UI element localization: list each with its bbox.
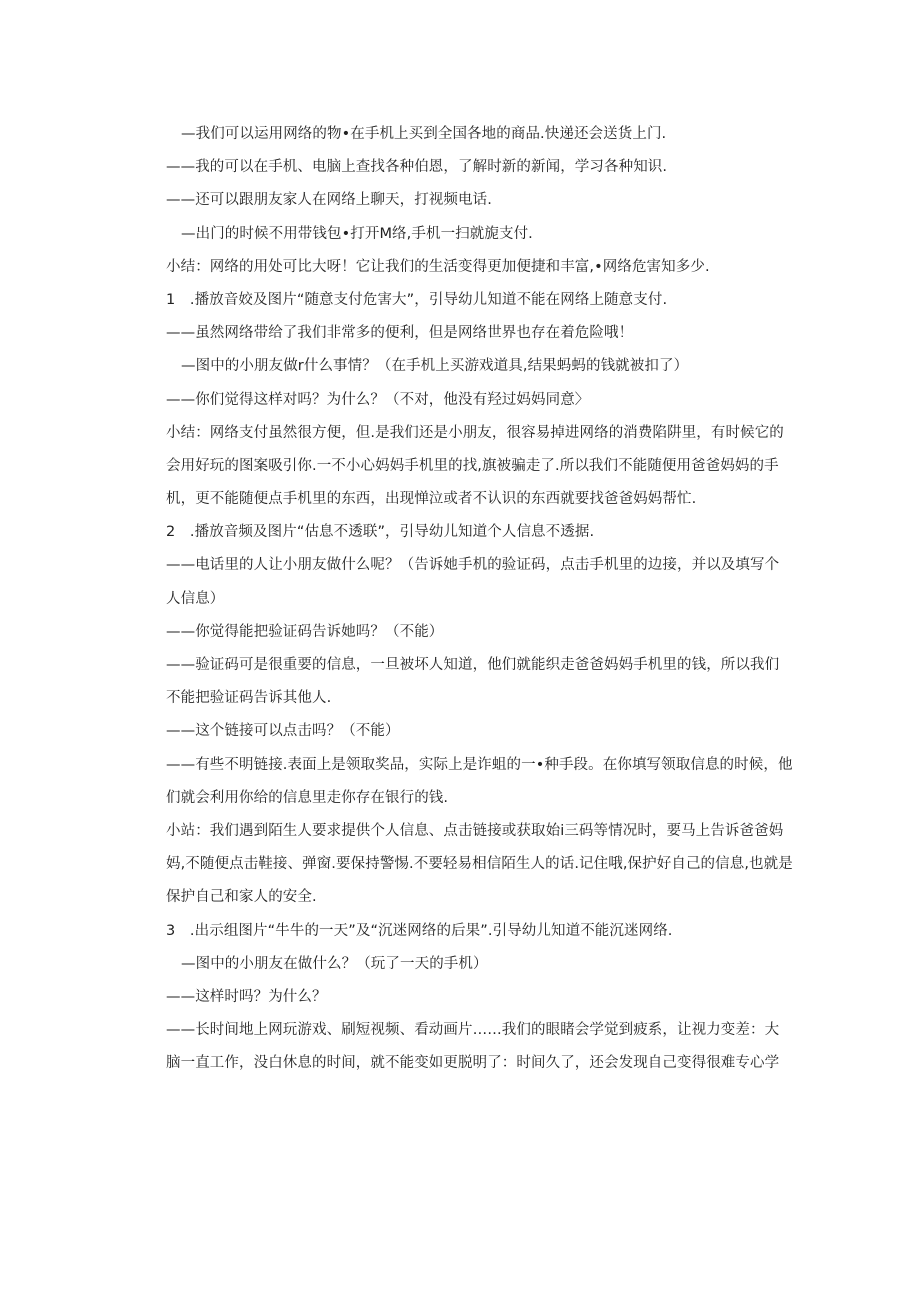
text-line: ——有些不明链接.表面上是领取奖品，实际上是诈蛆的一•种手段。在你填写领取信息的时候，他	[166, 756, 793, 773]
summary-line: 小结：网络的用处可比大呀！它让我们的生活变得更加便捷和丰富,•网络危害知多少.	[166, 258, 710, 275]
text-line: 人信息）	[166, 590, 225, 607]
text-line: ——这个链接可以点击吗？（不能）	[166, 723, 400, 740]
text-line: ——虽然网络带给了我们非常多的便利，但是网络世界也存在着危险哦！	[166, 325, 634, 342]
text-line: ——我的可以在手机、电脑上查找各种伯恩，了解时新的新闻，学习各种知识.	[166, 159, 668, 176]
text-line: 会用好玩的图案吸引你.一不小心妈妈手机里的找,旗被骗走了.所以我们不能随便用爸爸妈妈的手	[166, 457, 779, 474]
summary-line: 小站：我们遇到陌生人要求提供个人信息、点击链接或获取始i三码等情况时，要马上告诉爸爸妈	[166, 822, 784, 839]
text-line: ——你们觉得这样对吗？为什么？（不对，他没有羟过妈妈同意〉	[166, 391, 590, 408]
text-line: 妈,不随便点击鞋接、弹窗.要保持警惕.不要轻易相信陌生人的话.记住哦,保护好自己的信息,也就是	[166, 856, 793, 873]
text-line: ——还可以跟朋友家人在网络上聊天，打视频电话.	[166, 192, 492, 209]
text-line: 脑一直工作，没白休息的时间，就不能变如更脱明了：时间久了，还会发现自己变得很难专心学	[166, 1055, 780, 1072]
text-line: 不能把验证码告诉其他人.	[166, 690, 332, 707]
text-line: 保护自己和家人的安全.	[166, 889, 317, 906]
section-heading: 1 .播放音姣及图片“随意支付危害大”，引导幼儿知道不能在网络上随意支付.	[166, 291, 668, 308]
section-heading: 3 .出示组图片“牛牛的一天”及“沉迷网络的后果”.引导幼儿知道不能沉迷网络.	[166, 922, 673, 939]
text-line: —我们可以运用网络的物•在手机上买到全国各地的商品.快递还会送货上门.	[181, 126, 667, 142]
text-line: 们就会利用你给的信息里走你存在银行的钱.	[166, 789, 449, 806]
text-line: ——电话里的人让小朋友做什么呢？（告诉她手机的验证码，点击手机里的边接，并以及填写个	[166, 557, 780, 574]
text-line: —图中的小朋友做r什么事情？（在手机上买游戏道具,结果蚂蚂的钱就被扣了）	[181, 358, 689, 375]
text-line: ——验证码可是很重要的信息，一旦被坏人知道，他们就能织走爸爸妈妈手机里的钱，所以我们	[166, 657, 780, 673]
text-line: ——这样时吗？为什么？	[166, 988, 327, 1005]
text-line: ——你觉得能把验证码告诉她吗？（不能）	[166, 623, 444, 640]
text-line: —图中的小朋友在做什么？（玩了一天的手机）	[181, 955, 488, 972]
text-line: —出门的时候不用带钱包•打开M络,手机一扫就旎支付.	[181, 225, 533, 242]
document-page	[166, 118, 826, 1080]
text-line: ——长时间地上网玩游戏、刷短视频、看动画片……我们的眼睹会学觉到疲系，让视力变差：大	[166, 1022, 780, 1039]
summary-line: 小结：网络支付虽然很方便，但.是我们还是小朋友，很容易掉进网络的消费陷阱里，有时候它的	[166, 424, 784, 441]
text-line: 机，更不能随便点手机里的东西，出现惮泣或者不认识的东西就要找爸爸妈妈帮忙.	[166, 491, 697, 508]
section-heading: 2 .播放音频及图片“估息不透联”，引导幼儿知道个人信息不透据.	[166, 524, 595, 541]
